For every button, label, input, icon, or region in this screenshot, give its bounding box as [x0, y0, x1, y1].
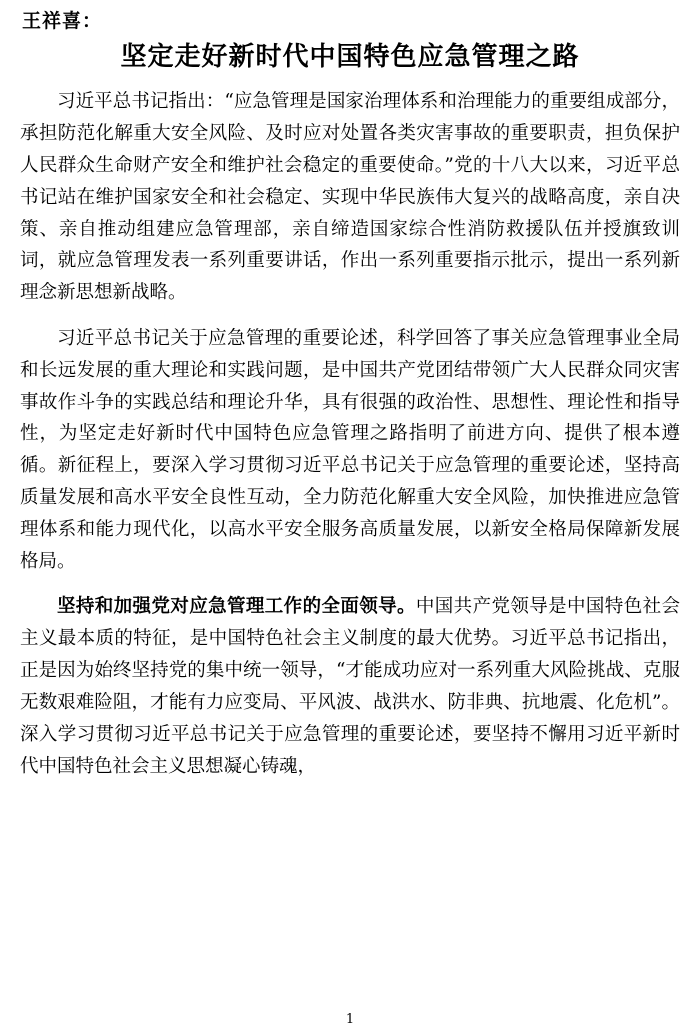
- page-number: 1: [345, 1012, 355, 1027]
- paragraph-3-lead: 坚持和加强党对应急管理工作的全面领导。: [57, 596, 416, 618]
- page-title: 坚定走好新时代中国特色应急管理之路: [120, 41, 580, 72]
- paragraph-3: [20, 591, 680, 782]
- paragraph-2: 习近平总书记关于应急管理的重要论述，科学回答了事关应急管理事业全局和长远发展的重大理论和实践问题，是中国共产党团结带领广大人民群众同灾害事故作斗争的实践总结和理论升华，具有很强的政治性、思想性、理论性和指导性，为坚定走好新时代中国特色应急管理之路指明了前进方向、提供了根本遵循。新征程上，要深入学习贯彻习近平总书记关于应急管理的重要论述，坚持高质量发展和高水平安全良性互动，全力防范化解重大安全风险，加快推进应急管理体系和能力现代化，以高水平安全服务高质量发展，以新安全格局保障新发展格局。: [20, 327, 680, 572]
- paragraph-1: 习近平总书记指出：“应急管理是国家治理体系和治理能力的重要组成部分，承担防范化解重大安全风险、及时应对处置各类灾害事故的重要职责，担负保护人民群众生命财产安全和维护社会稳定的重要使命。”党的十八大以来，习近平总书记站在维护国家安全和社会稳定、实现中华民族伟大复兴的战略高度，亲自决策、亲自推动组建应急管理部，亲自缔造国家综合性消防救援队伍并授旗致训词，就应急管理发表一系列重要讲话，作出一系列重要指示批示，提出一系列新理念新思想新战略。: [20, 91, 680, 304]
- article-author: 王祥喜：: [22, 10, 103, 32]
- paragraph-3-body: 中国共产党领导是中国特色社会主义最本质的特征，是中国特色社会主义制度的最大优势。习近平总书记指出，正是因为始终坚持党的集中统一领导，“才能成功应对一系列重大风险挑战、克服无数艰难险阻，才能有力应变局、平风波、战洪水、防非典、抗地震、化危机”。深入学习贯彻习近平总书记关于应急管理的重要论述，要坚持不懈用习近平新时代中国特色社会主义思想凝心铸魂，: [20, 596, 680, 777]
